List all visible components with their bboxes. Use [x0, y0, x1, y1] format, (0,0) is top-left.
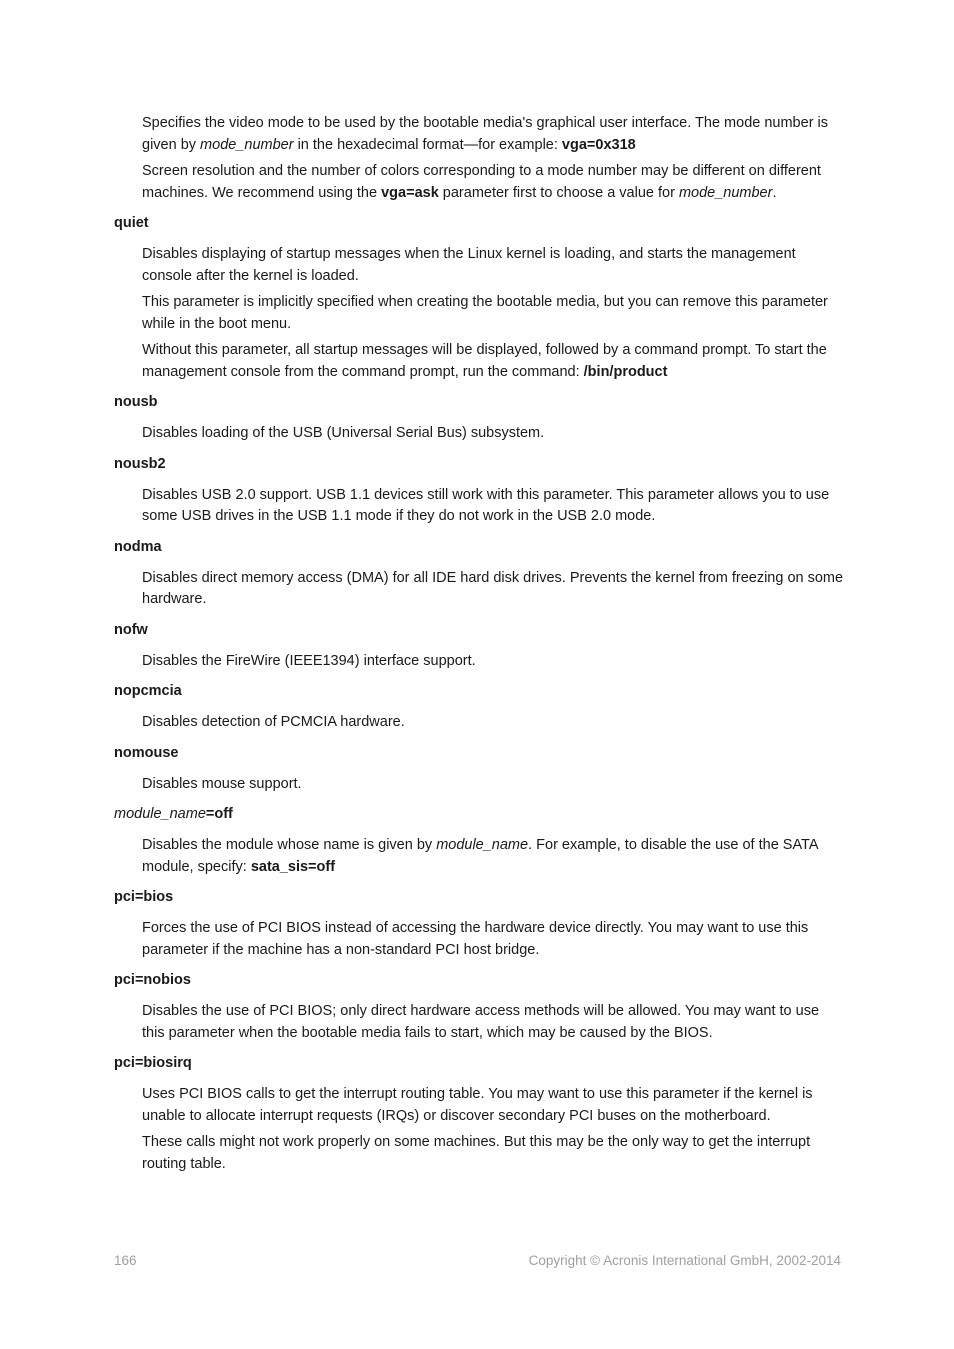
nousb-description: [142, 423, 844, 445]
paragraph: Disables mouse support.: [142, 775, 302, 792]
paragraph: Disables detection of PCMCIA hardware.: [142, 714, 405, 730]
term-pci-nobios: pci=nobios: [114, 972, 191, 988]
paragraph: These calls might not work properly on some machines. But this may be the only way to get the interrupt routing table.: [142, 1134, 811, 1172]
vga-description: [142, 113, 844, 204]
term-nopcmcia: nopcmcia: [114, 683, 182, 699]
pci-nobios-description: [142, 1001, 844, 1044]
term-nofw: nofw: [114, 621, 148, 638]
paragraph: Screen resolution and the number of colors corresponding to a mode number may be different on different machines. We recommend using the vga=ask parameter first to choose a value for mode_number.: [142, 163, 821, 201]
paragraph: Forces the use of PCI BIOS instead of accessing the hardware device directly. You may want to use this parameter if the machine has a non-standard PCI host bridge.: [142, 920, 809, 958]
nomouse-description: [142, 774, 844, 796]
pci-bios-description: [142, 918, 844, 961]
page-number: 166: [114, 1253, 137, 1268]
term-pci-biosirq: pci=biosirq: [114, 1055, 192, 1071]
nofw-description: [142, 651, 844, 673]
term-nodma: nodma: [114, 538, 162, 555]
paragraph: Disables loading of the USB (Universal Serial Bus) subsystem.: [142, 425, 545, 441]
term-quiet: quiet: [114, 215, 149, 231]
paragraph: This parameter is implicitly specified when creating the bootable media, but you can remove this parameter while in the boot menu.: [142, 294, 828, 332]
nousb2-description: [142, 485, 844, 528]
paragraph: Specifies the video mode to be used by the bootable media's graphical user interface. The mode number is given by mode_number in the hexadecimal format—for example: vga=0x318: [142, 115, 829, 153]
paragraph: Uses PCI BIOS calls to get the interrupt routing table. You may want to use this parameter if the kernel is unable to allocate interrupt requests (IRQs) or discover secondary PCI buses on the motherboard.: [142, 1086, 813, 1124]
copyright-notice: Copyright © Acronis International GmbH, 2002-2014: [528, 1253, 841, 1268]
paragraph: Without this parameter, all startup messages will be displayed, followed by a command prompt. To start the management console from the command prompt, run the command: /bin/product: [142, 342, 827, 380]
document-body: [114, 113, 844, 1175]
paragraph: Disables the use of PCI BIOS; only direct hardware access methods will be allowed. You may want to use this parameter when the bootable media fails to start, which may be caused by the BIOS.: [142, 1003, 820, 1041]
nopcmcia-description: [142, 712, 844, 734]
quiet-description: [142, 244, 844, 383]
module-name-description: [142, 835, 844, 878]
term-pci-bios: pci=bios: [114, 889, 174, 905]
term-nousb2: nousb2: [114, 455, 166, 472]
paragraph: Disables direct memory access (DMA) for all IDE hard disk drives. Prevents the kernel from freezing on some hardware.: [142, 569, 844, 607]
term-nomouse: nomouse: [114, 744, 179, 761]
paragraph: Disables USB 2.0 support. USB 1.1 devices still work with this parameter. This parameter allows you to use some USB drives in the USB 1.1 mode if they do not work in the USB 2.0 mode.: [142, 486, 830, 524]
paragraph: Disables the FireWire (IEEE1394) interface support.: [142, 652, 476, 669]
paragraph: Disables displaying of startup messages when the Linux kernel is loading, and starts the management console after the kernel is loaded.: [142, 246, 796, 284]
term-module-name-off: module_name=off: [114, 806, 233, 822]
paragraph: Disables the module whose name is given by module_name. For example, to disable the use of the SATA module, specify: sata_sis=off: [142, 837, 818, 875]
pci-biosirq-description: [142, 1084, 844, 1175]
term-nousb: nousb: [114, 394, 158, 410]
nodma-description: [142, 568, 844, 611]
